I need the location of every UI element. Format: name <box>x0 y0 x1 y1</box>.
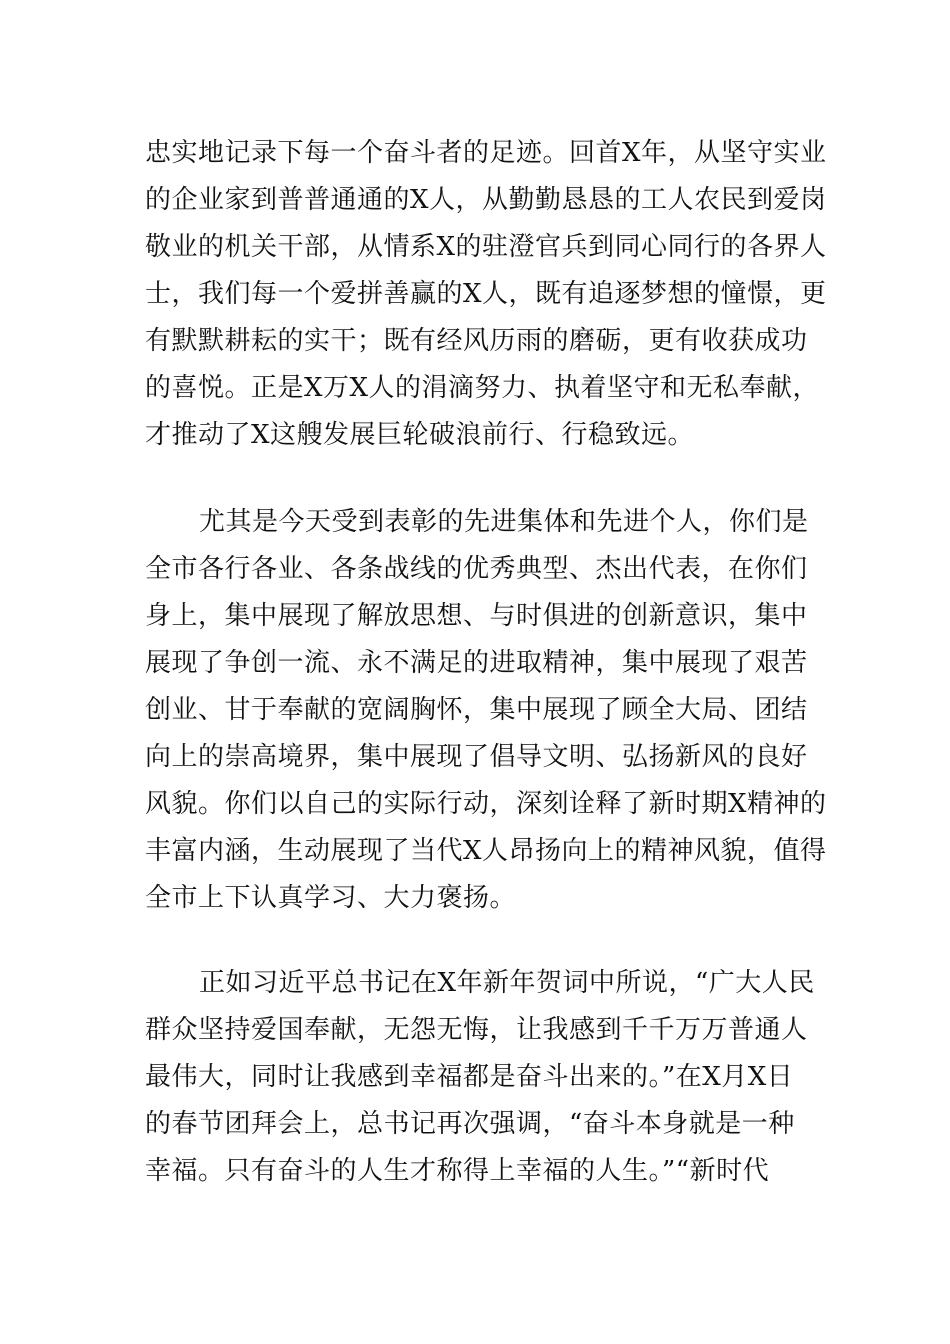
paragraph-1-line-5: 有默默耕耘的实干；既有经风历雨的磨砺，更有收获成功 <box>145 326 808 356</box>
paragraph-2-line-3: 身上，集中展现了解放思想、与时俱进的创新意识，集中 <box>145 601 808 631</box>
paragraph-1-line-6: 的喜悦。正是X万X人的涓滴努力、执着坚守和无私奉献， <box>145 373 820 403</box>
paragraph-2-line-6: 向上的崇高境界，集中展现了倡导文明、弘扬新风的良好 <box>145 742 808 772</box>
paragraph-3-line-3: 最伟大，同时让我感到幸福都是奋斗出来的。”在X月X日 <box>145 1062 794 1092</box>
paragraph-1-line-1: 忠实地记录下每一个奋斗者的足迹。回首X年，从坚守实业 <box>145 138 827 168</box>
paragraph-3-line-5: 幸福。只有奋斗的人生才称得上幸福的人生。”“新时代 <box>145 1156 770 1186</box>
paragraph-2-line-1: 尤其是今天受到表彰的先进集体和先进个人，你们是 <box>199 507 809 537</box>
paragraph-1-line-4: 士，我们每一个爱拼善赢的X人，既有追逐梦想的憧憬，更 <box>145 279 827 309</box>
paragraph-1-line-3: 敬业的机关干部，从情系X的驻澄官兵到同心同行的各界人 <box>145 232 827 262</box>
paragraph-1-line-7: 才推动了X这艘发展巨轮破浪前行、行稳致远。 <box>145 420 695 450</box>
paragraph-2-line-5: 创业、甘于奉献的宽阔胸怀，集中展现了顾全大局、团结 <box>145 695 808 725</box>
paragraph-2-line-4: 展现了争创一流、永不满足的进取精神，集中展现了艰苦 <box>145 648 808 678</box>
paragraph-2-line-7: 风貌。你们以自己的实际行动，深刻诠释了新时期X精神的 <box>145 789 827 819</box>
paragraph-1-line-2: 的企业家到普普通通的X人，从勤勤恳恳的工人农民到爱岗 <box>145 185 827 215</box>
paragraph-3-line-2: 群众坚持爱国奉献，无怨无悔，让我感到千千万万普通人 <box>145 1015 808 1045</box>
paragraph-2-line-9: 全市上下认真学习、大力褒扬。 <box>145 883 517 913</box>
paragraph-3-line-1: 正如习近平总书记在X年新年贺词中所说，“广大人民 <box>199 968 815 998</box>
paragraph-2-line-8: 丰富内涵，生动展现了当代X人昂扬向上的精神风貌，值得 <box>145 836 827 866</box>
paragraph-3-line-4: 的春节团拜会上，总书记再次强调，“奋斗本身就是一种 <box>145 1109 795 1139</box>
paragraph-2-line-2: 全市各行各业、各条战线的优秀典型、杰出代表，在你们 <box>145 554 808 584</box>
